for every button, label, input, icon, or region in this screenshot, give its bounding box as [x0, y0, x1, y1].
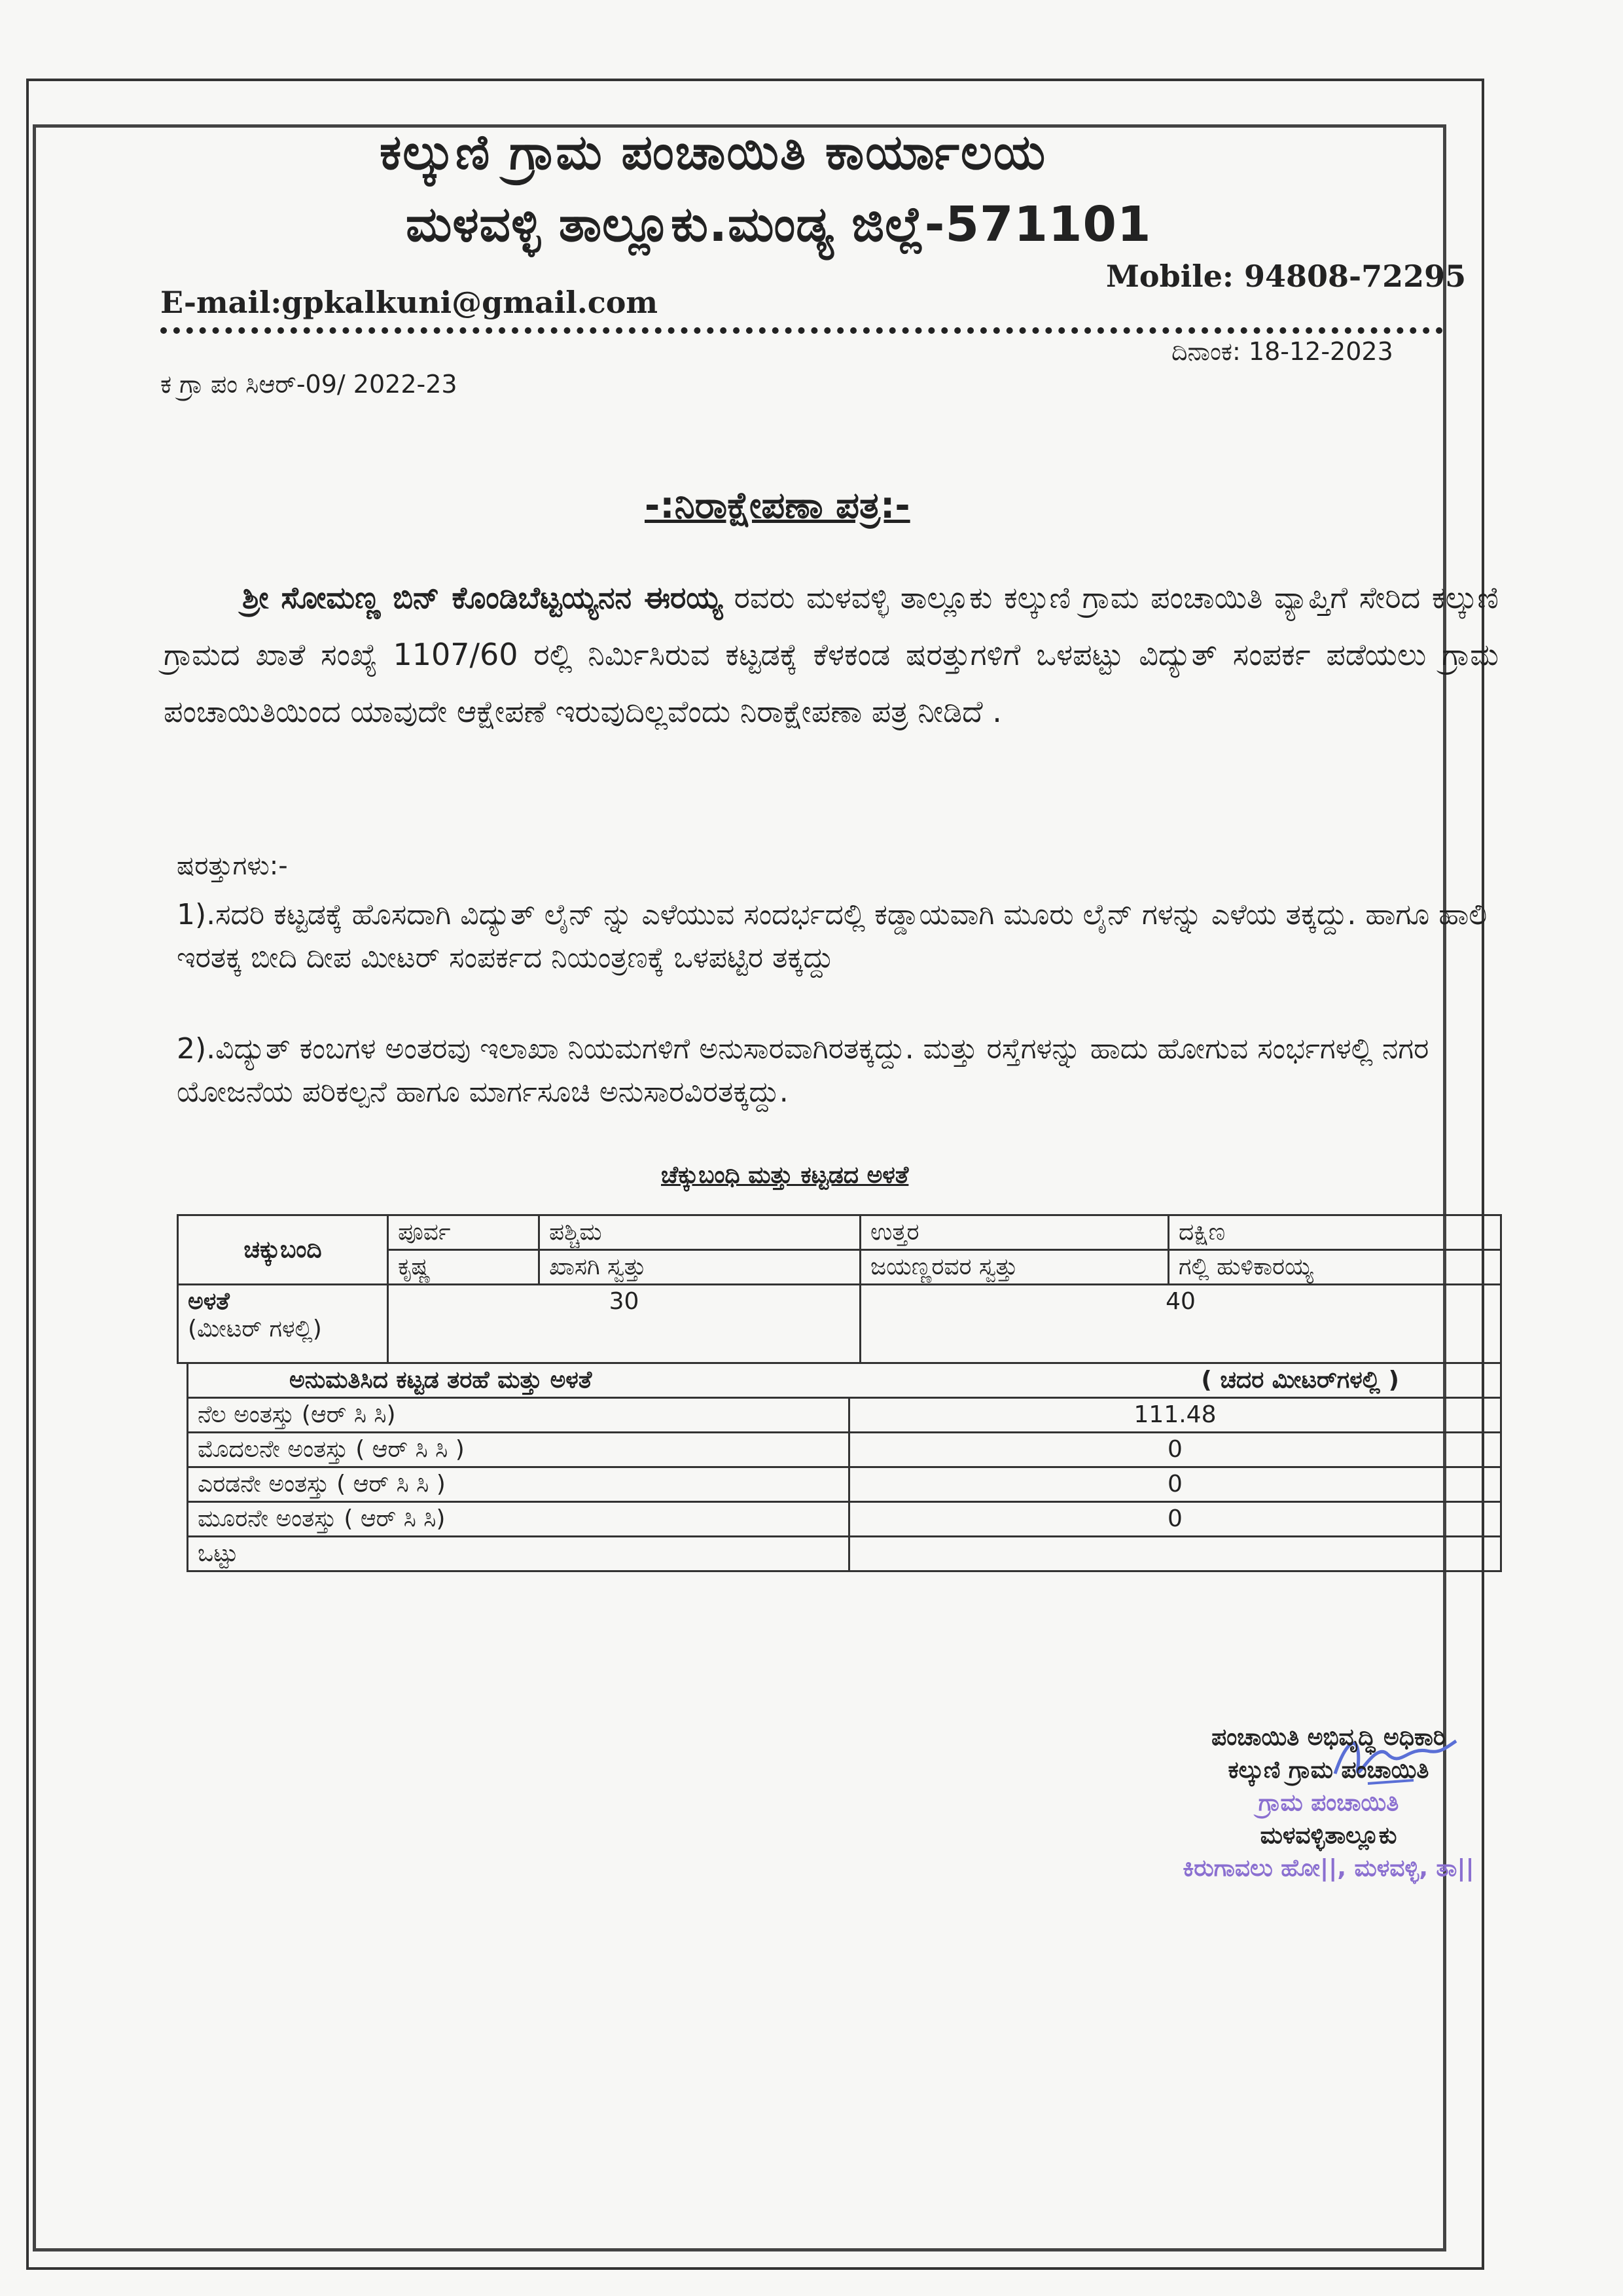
office-name: ಕಲ್ಕುಣಿ ಗ್ರಾಮ ಪಂಚಾಯಿತಿ ಕಾರ್ಯಾಲಯ [380, 124, 1047, 181]
condition-item: 2).ವಿದ್ಯುತ್ ಕಂಬಗಳ ಅಂತರವು ಇಲಾಖಾ ನಿಯಮಗಳಿಗೆ ಅನುಸಾರವಾಗಿರತಕ್ಕದ್ದು. ಮತ್ತು ರಸ್ತೆಗಳನ್ನು ಹಾದು ಹೋಗುವ ಸಂರ್ಭಗಳಲ್ಲಿ ನಗರ ಯೋಜನೆಯ ಪರಿಕಲ್ಪನೆ ಹಾಗೂ ಮಾರ್ಗಸೂಚಿ ಅನುಸಾರವಿರತಕ್ಕದ್ದು. [177, 1032, 1429, 1109]
office-address: ಮಳವಳ್ಳಿ ತಾಲ್ಲೂಕು.ಮಂಡ್ಯ ಜಿಲ್ಲೆ-571101 [406, 196, 1152, 253]
square-meter-unit: ( ಚದರ ಮೀಟರ್‌ಗಳಲ್ಲಿ ) [1201, 1367, 1399, 1393]
east-value: ಕೃಷ್ಣ [388, 1250, 539, 1285]
reference-number: ಕ ಗ್ರಾ ಪಂ ಸಿಆರ್-09/ 2022-23 [160, 370, 457, 399]
stamp-address: ಕಿರುಗಾವಲು ಹೋ||, ಮಳವಳ್ಳಿ, ತಾ|| [1183, 1855, 1474, 1882]
floor-name: ಮೂರನೇ ಅಂತಸ್ತು ( ಆರ್ ಸಿ ಸಿ) [188, 1502, 849, 1537]
paragraph-text: ರವರು ಮಳವಳ್ಳಿ ತಾಲ್ಲೂಕು ಕಲ್ಕುಣಿ ಗ್ರಾಮ ಪಂಚಾಯಿತಿ ವ್ಯಾಪ್ತಿಗೆ ಸೇರಿದ ಕಲ್ಕುಣಿ ಗ್ರಾಮದ ಖಾತೆ ಸಂಖ್ಯೆ 1107/60 ರಲ್ಲಿ ನಿರ್ಮಿಸಿರುವ ಕಟ್ಟಡಕ್ಕೆ ಕೆಳಕಂಡ ಷರತ್ತುಗಳಿಗೆ ಒಳಪಟ್ಟು ವಿದ್ಯುತ್ ಸಂಪರ್ಕ ಪಡೆಯಲು ಗ್ರಾಮ ಪಂಚಾಯಿತಿಯಿಂದ ಯಾವುದೇ ಆಕ್ಷೇಪಣೆ ಇರುವುದಿಲ್ಲವೆಂದು ನಿರಾಕ್ಷೇಪಣಾ ಪತ್ರ ನೀಡಿದೆ . [164, 580, 1499, 729]
north-label: ಉತ್ತರ [861, 1215, 1169, 1250]
east-label: ಪೂರ್ವ [388, 1215, 539, 1250]
measure-north-south: 40 [861, 1285, 1501, 1363]
floor-area: 0 [849, 1502, 1501, 1537]
document-title: -:ನಿರಾಕ್ಷೇಪಣಾ ಪತ್ರ:- [645, 484, 910, 527]
table-title: ಚೆಕ್ಕುಬಂಧಿ ಮತ್ತು ಕಟ್ಟಡದ ಅಳತೆ [661, 1162, 909, 1189]
conditions-label: ಷರತ್ತುಗಳು:- [177, 851, 288, 881]
floor-area: 0 [849, 1467, 1501, 1502]
south-value: ಗಲ್ಲಿ ಹುಳಿಕಾರಯ್ಯ [1169, 1250, 1501, 1285]
header-divider [160, 327, 1443, 334]
floor-area: 0 [849, 1433, 1501, 1467]
measure-east-west: 30 [388, 1285, 861, 1363]
measure-unit: (ಮೀಟರ್ ಗಳಲ್ಲಿ) [188, 1316, 322, 1342]
floor-area: 111.48 [849, 1398, 1501, 1433]
floor-name: ಮೊದಲನೇ ಅಂತಸ್ತು ( ಆರ್ ಸಿ ಸಿ ) [188, 1433, 849, 1467]
stamp-text: ಗ್ರಾಮ ಪಂಚಾಯಿತಿ [1258, 1789, 1399, 1816]
permitted-header [188, 1364, 1501, 1398]
signatory-office: ಕಲ್ಕುಣಿ ಗ್ರಾಮ ಪಂಚಾಯಿತಿ [1228, 1757, 1429, 1784]
applicant-name: ಶ್ರೀ ಸೋಮಣ್ಣ ಬಿನ್ ಕೊಂಡಿಬೆಟ್ಟಯ್ಯನನ ಈರಯ್ಯ [242, 580, 722, 615]
south-label: ದಕ್ಷಿಣ [1169, 1215, 1501, 1250]
signature-block [1145, 1721, 1512, 1885]
total-value [849, 1537, 1501, 1571]
west-label: ಪಶ್ಚಿಮ [539, 1215, 861, 1250]
total-label: ಒಟ್ಟು [188, 1537, 849, 1571]
boundary-table [177, 1214, 1502, 1572]
measure-label: ಅಳತೆ [188, 1288, 230, 1315]
email-address: E-mail:gpkalkuni@gmail.com [160, 285, 658, 320]
permitted-label: ಅನುಮತಿಸಿದ ಕಟ್ಟಡ ತರಹೆ ಮತ್ತು ಅಳತೆ [289, 1367, 592, 1393]
condition-item: 1).ಸದರಿ ಕಟ್ಟಡಕ್ಕೆ ಹೊಸದಾಗಿ ವಿದ್ಯುತ್ ಲೈನ್ ನ್ನು ಎಳೆಯುವ ಸಂದರ್ಭದಲ್ಲಿ ಕಡ್ಡಾಯವಾಗಿ ಮೂರು ಲೈನ್ ಗಳನ್ನು ಎಳೆಯ ತಕ್ಕದ್ದು. ಹಾಗೂ ಹಾಲಿ ಇರತಕ್ಕ ಬೀದಿ ದೀಪ ಮೀಟರ್ ಸಂಪರ್ಕದ ನಿಯಂತ್ರಣಕ್ಕೆ ಒಳಪಟ್ಟಿರ ತಕ್ಕದ್ದು [177, 898, 1488, 975]
signatory-title: ಪಂಚಾಯಿತಿ ಅಭಿವೃದ್ಧಿ ಅಧಿಕಾರಿ [1211, 1724, 1446, 1751]
floor-name: ಎರಡನೇ ಅಂತಸ್ತು ( ಆರ್ ಸಿ ಸಿ ) [188, 1467, 849, 1502]
boundary-label: ಚಕ್ಕುಬಂದಿ [178, 1215, 388, 1285]
mobile-number: Mobile: 94808-72295 [1106, 259, 1467, 294]
measure-cell [178, 1285, 388, 1363]
body-paragraph [164, 569, 1499, 740]
west-value: ಖಾಸಗಿ ಸ್ವತ್ತು [539, 1250, 861, 1285]
signatory-taluk: ಮಳವಳ್ಳಿತಾಲ್ಲೂಕು [1260, 1822, 1397, 1849]
north-value: ಜಯಣ್ಣರವರ ಸ್ವತ್ತು [861, 1250, 1169, 1285]
letter-date: ದಿನಾಂಕ: 18-12-2023 [1171, 337, 1393, 366]
floor-name: ನೆಲ ಅಂತಸ್ತು (ಆರ್ ಸಿ ಸಿ) [188, 1398, 849, 1433]
